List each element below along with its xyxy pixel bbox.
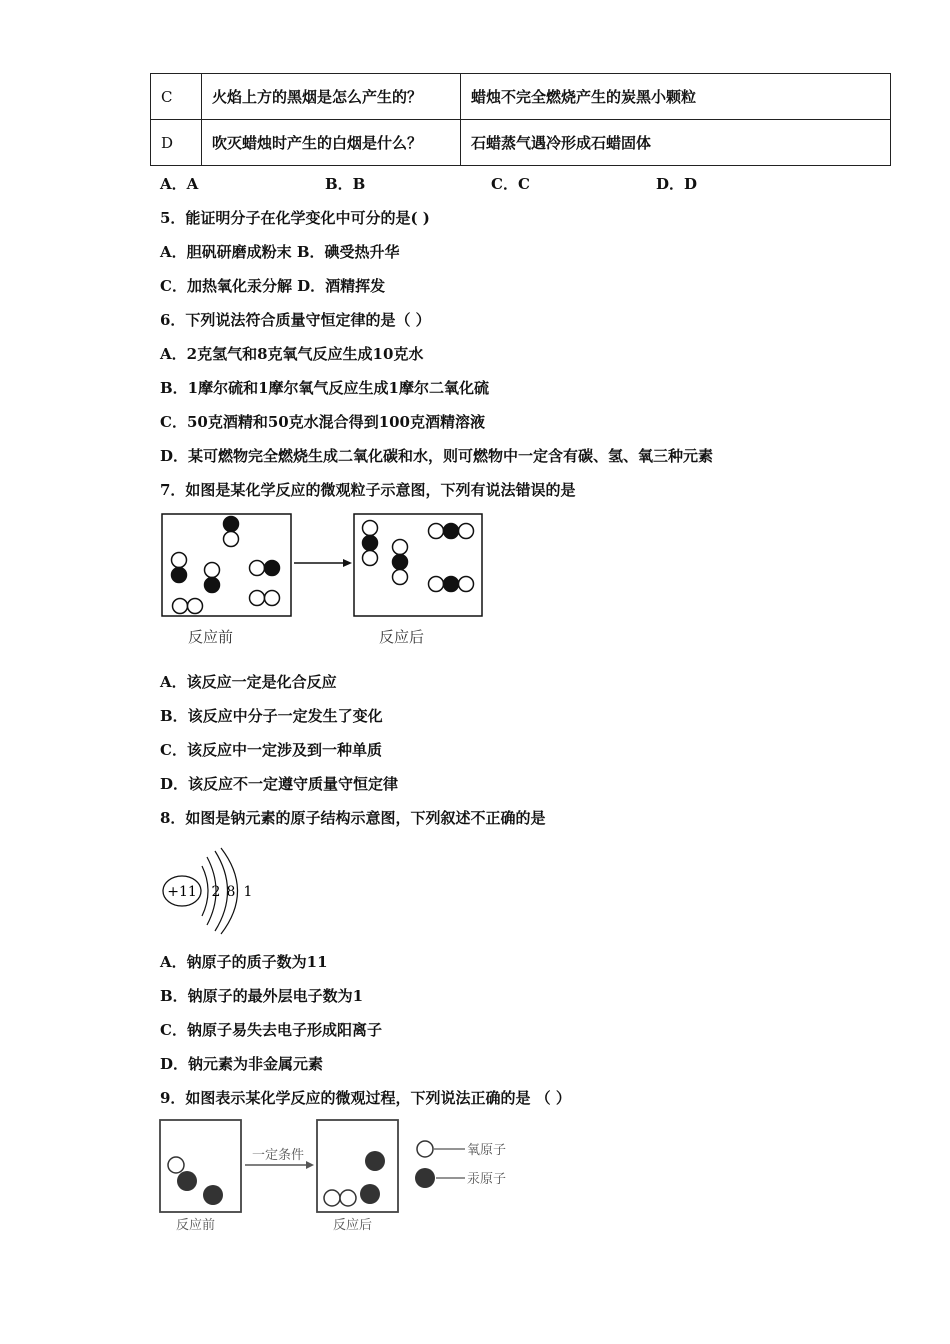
row-question: 吹灭蜡烛时产生的白烟是什么？ bbox=[202, 120, 461, 166]
q7-option-c[interactable]: C．该反应中一定涉及到一种单质 bbox=[160, 741, 382, 759]
black-atom-icon bbox=[393, 555, 408, 570]
reaction-condition: 一定条件 bbox=[251, 1148, 305, 1163]
black-atom-icon bbox=[393, 570, 408, 585]
answer-table bbox=[150, 73, 891, 166]
q6-option-a[interactable]: A．2克氢气和8克氧气反应生成10克水 bbox=[160, 345, 424, 363]
black-atom-icon bbox=[250, 561, 265, 576]
q6-option-d[interactable]: D．某可燃物完全燃烧生成二氧化碳和水，则可燃物中一定含有碳、氢、氧三种元素 bbox=[160, 447, 714, 465]
black-atom-icon bbox=[205, 563, 220, 578]
black-atom-icon bbox=[173, 599, 188, 614]
mercury-legend-icon bbox=[415, 1168, 435, 1188]
black-atom-icon bbox=[365, 1151, 385, 1171]
black-atom-icon bbox=[363, 551, 378, 566]
q9-stem: 9．如图表示某化学反应的微观过程，下列说法正确的是 （ ） bbox=[160, 1089, 571, 1107]
q5-options-line2[interactable]: C．加热氧化汞分解 D．酒精挥发 bbox=[160, 277, 386, 295]
black-atom-icon bbox=[224, 532, 239, 547]
row-label: C bbox=[151, 74, 202, 120]
sodium-atom-diagram bbox=[158, 840, 268, 940]
black-atom-icon bbox=[250, 591, 265, 606]
arrow-head-icon bbox=[343, 559, 352, 567]
q8-stem: 8．如图是钠元素的原子结构示意图，下列叙述不正确的是 bbox=[160, 809, 546, 827]
q4-options bbox=[160, 173, 900, 193]
q4-option-c[interactable]: C．C bbox=[491, 175, 530, 193]
black-atom-icon bbox=[444, 524, 459, 539]
black-atom-icon bbox=[393, 540, 408, 555]
white-atom-icon bbox=[340, 1190, 356, 1206]
black-atom-icon bbox=[172, 568, 187, 583]
q6-option-b[interactable]: B．1摩尔硫和1摩尔氧气反应生成1摩尔二氧化硫 bbox=[160, 379, 489, 397]
arrow-head-icon bbox=[306, 1161, 314, 1169]
legend-mercury: 汞原子 bbox=[467, 1172, 507, 1187]
q5-stem: 5．能证明分子在化学变化中可分的是( ) bbox=[160, 209, 430, 227]
black-atom-icon bbox=[459, 524, 474, 539]
oxygen-legend-icon bbox=[417, 1141, 433, 1157]
black-atom-icon bbox=[203, 1185, 223, 1205]
q9-reaction-diagram bbox=[158, 1115, 528, 1215]
black-atom-icon bbox=[363, 521, 378, 536]
row-answer: 石蜡蒸气遇冷形成石蜡固体 bbox=[461, 120, 891, 166]
q4-option-d[interactable]: D．D bbox=[656, 175, 698, 193]
black-atom-icon bbox=[265, 591, 280, 606]
row-answer: 蜡烛不完全燃烧产生的炭黑小颗粒 bbox=[461, 74, 891, 120]
q7-option-d[interactable]: D．该反应不一定遵守质量守恒定律 bbox=[160, 775, 399, 793]
black-atom-icon bbox=[188, 599, 203, 614]
black-atom-icon bbox=[177, 1171, 197, 1191]
q8-option-a[interactable]: A．钠原子的质子数为11 bbox=[160, 953, 328, 971]
q4-option-a[interactable]: A．A bbox=[160, 175, 199, 193]
q7-stem: 7．如图是某化学反应的微观粒子示意图，下列有说法错误的是 bbox=[160, 481, 576, 499]
table-row bbox=[151, 120, 891, 166]
shell-electrons: 1 bbox=[243, 884, 253, 900]
row-label: D bbox=[151, 120, 202, 166]
black-atom-icon bbox=[429, 577, 444, 592]
q6-option-c[interactable]: C．50克酒精和50克水混合得到100克酒精溶液 bbox=[160, 413, 485, 431]
q9-after-label: 反应后 bbox=[333, 1218, 373, 1233]
q7-before-label: 反应前 bbox=[188, 628, 234, 646]
q8-option-c[interactable]: C．钠原子易失去电子形成阳离子 bbox=[160, 1021, 382, 1039]
shell-electrons: 8 bbox=[226, 884, 236, 900]
q7-reaction-diagram bbox=[158, 510, 488, 625]
row-question: 火焰上方的黑烟是怎么产生的？ bbox=[202, 74, 461, 120]
black-atom-icon bbox=[172, 553, 187, 568]
q7-option-b[interactable]: B．该反应中分子一定发生了变化 bbox=[160, 707, 383, 725]
white-atom-icon bbox=[324, 1190, 340, 1206]
table-row bbox=[151, 74, 891, 120]
black-atom-icon bbox=[444, 577, 459, 592]
q6-stem: 6．下列说法符合质量守恒定律的是（ ） bbox=[160, 311, 431, 329]
q8-option-d[interactable]: D．钠元素为非金属元素 bbox=[160, 1055, 324, 1073]
q7-after-label: 反应后 bbox=[379, 628, 425, 646]
black-atom-icon bbox=[459, 577, 474, 592]
black-atom-icon bbox=[265, 561, 280, 576]
white-atom-icon bbox=[168, 1157, 184, 1173]
shell-electrons: 2 bbox=[211, 884, 221, 900]
black-atom-icon bbox=[360, 1184, 380, 1204]
black-atom-icon bbox=[429, 524, 444, 539]
shell-arc bbox=[202, 866, 208, 916]
black-atom-icon bbox=[224, 517, 239, 532]
q5-options-line1[interactable]: A．胆矾研磨成粉末 B．碘受热升华 bbox=[160, 243, 400, 261]
q7-option-a[interactable]: A．该反应一定是化合反应 bbox=[160, 673, 337, 691]
black-atom-icon bbox=[363, 536, 378, 551]
q4-option-b[interactable]: B．B bbox=[325, 175, 366, 193]
nucleus-charge: +11 bbox=[167, 884, 197, 900]
legend-oxygen: 氧原子 bbox=[467, 1143, 507, 1158]
q8-option-b[interactable]: B．钠原子的最外层电子数为1 bbox=[160, 987, 364, 1005]
q9-before-label: 反应前 bbox=[176, 1218, 216, 1233]
black-atom-icon bbox=[205, 578, 220, 593]
